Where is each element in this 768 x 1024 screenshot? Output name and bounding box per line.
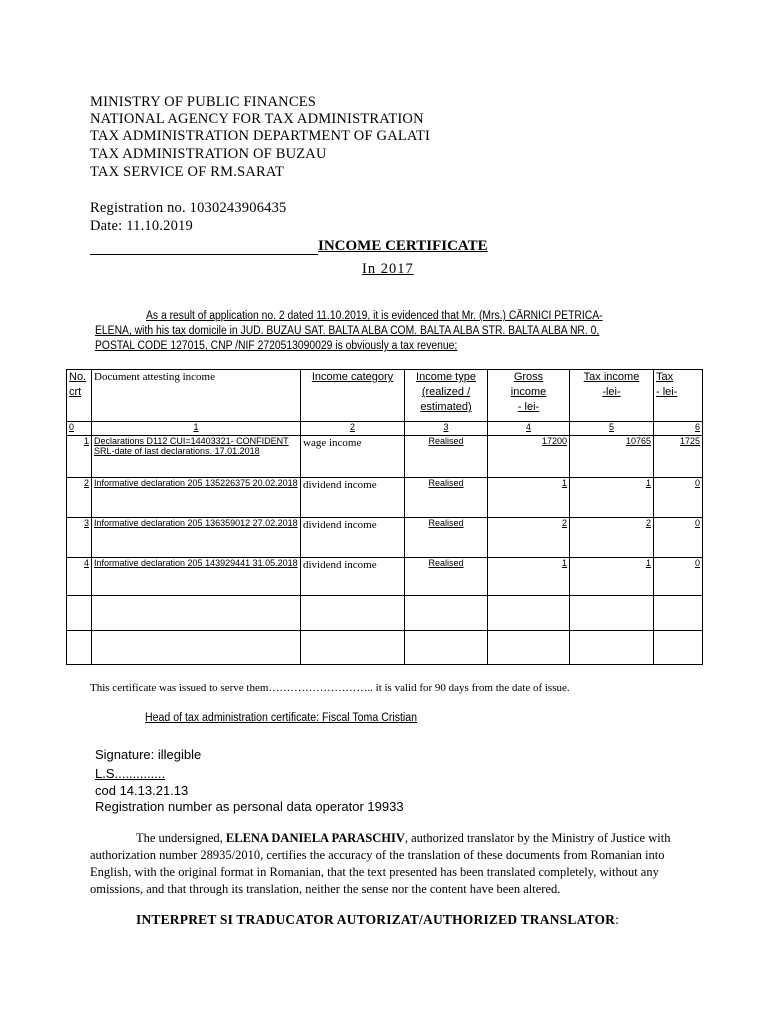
signature-line: Signature: illegible bbox=[95, 747, 202, 762]
table-row bbox=[67, 478, 703, 518]
row-type: Realised bbox=[405, 478, 488, 518]
table-row bbox=[67, 558, 703, 596]
empty-cell bbox=[654, 631, 703, 665]
index-cell: 5 bbox=[570, 422, 654, 436]
header-category: Income category bbox=[301, 370, 405, 422]
header-no bbox=[67, 370, 92, 422]
row-category: dividend income bbox=[301, 558, 405, 596]
empty-cell bbox=[405, 631, 488, 665]
intro-line-2: ELENA, with his tax domicile in JUD. BUZAU SAT. BALTA ALBA COM. BALTA ALBA STR. BALTA ALBA NR. 0, bbox=[95, 325, 600, 337]
department-line: TAX ADMINISTRATION DEPARTMENT OF GALATI bbox=[90, 128, 431, 144]
intro-line-3: POSTAL CODE 127015, CNP /NIF 2720513090029 is obviously a tax revenue; bbox=[95, 340, 458, 352]
header-gross-2: income bbox=[510, 386, 547, 398]
index-cell: 6 bbox=[654, 422, 703, 436]
row-category: dividend income bbox=[301, 518, 405, 558]
row-type: Realised bbox=[405, 518, 488, 558]
row-tax: 0 bbox=[654, 518, 703, 558]
table-row bbox=[67, 436, 703, 478]
operator-registration: Registration number as personal data operator 19933 bbox=[95, 799, 404, 814]
row-document: Informative declaration 205 136359012 27.02.2018 bbox=[92, 518, 301, 558]
header-document: Document attesting income bbox=[92, 370, 301, 422]
interpreter-colon: : bbox=[615, 912, 620, 927]
certificate-year: In 2017 bbox=[362, 261, 414, 277]
empty-cell bbox=[67, 631, 92, 665]
header-type bbox=[405, 370, 488, 422]
empty-row bbox=[67, 631, 703, 665]
empty-cell bbox=[488, 631, 570, 665]
header-type-1: Income type bbox=[416, 371, 476, 383]
row-tax: 0 bbox=[654, 558, 703, 596]
row-document: Declarations D112 CUI=14403321- CONFIDENT SRL-date of last declarations. 17.01.2018 bbox=[92, 436, 301, 478]
empty-cell bbox=[570, 631, 654, 665]
empty-cell bbox=[67, 596, 92, 631]
code-line: cod 14.13.21.13 bbox=[95, 783, 189, 798]
empty-cell bbox=[405, 596, 488, 631]
table-row bbox=[67, 518, 703, 558]
empty-cell bbox=[92, 596, 301, 631]
agency-line: NATIONAL AGENCY FOR TAX ADMINISTRATION bbox=[90, 111, 424, 127]
index-row bbox=[67, 422, 703, 436]
service-line: TAX SERVICE OF RM.SARAT bbox=[90, 164, 285, 180]
index-cell: 4 bbox=[488, 422, 570, 436]
row-type: Realised bbox=[405, 436, 488, 478]
empty-cell bbox=[301, 631, 405, 665]
intro-line-1: As a result of application no. 2 dated 11.10.2019, it is evidenced that Mr. (Mrs.) CÂRNICI PETRICA- bbox=[146, 310, 603, 322]
row-type: Realised bbox=[405, 558, 488, 596]
statement-post: , authorized translator by the Ministry of Justice with authorization number 28935/2010, certifies the accuracy of the translation of these documents from Romanian into English, with the original format in Romanian, that the text presented has been translated completely, without any omissions, and that through its translation, neither the sense nor the content have been altered. bbox=[90, 831, 671, 896]
header-gross-3: - lei- bbox=[517, 401, 540, 413]
statement-pre: The undersigned, bbox=[136, 831, 226, 845]
index-cell: 3 bbox=[405, 422, 488, 436]
validity-note: This certificate was issued to serve them……………………….. it is valid for 90 days from the date of issue. bbox=[90, 682, 570, 694]
header-type-2: (realized / bbox=[421, 386, 471, 398]
interpreter-label: INTERPRET SI TRADUCATOR AUTORIZAT/AUTHORIZED TRANSLATOR bbox=[136, 912, 616, 927]
row-gross: 1 bbox=[488, 478, 570, 518]
row-taxincome: 1 bbox=[570, 558, 654, 596]
seal-line: L.S.............. bbox=[95, 766, 166, 781]
row-tax: 1725 bbox=[654, 436, 703, 478]
header-gross-1: Gross bbox=[513, 371, 544, 383]
index-cell: 2 bbox=[301, 422, 405, 436]
row-gross: 2 bbox=[488, 518, 570, 558]
header-tax bbox=[654, 370, 703, 422]
row-taxincome: 1 bbox=[570, 478, 654, 518]
header-crt-label: crt bbox=[69, 386, 82, 398]
header-no-label: No. bbox=[69, 371, 87, 383]
translator-statement bbox=[90, 830, 702, 898]
empty-cell bbox=[301, 596, 405, 631]
empty-cell bbox=[570, 596, 654, 631]
ministry-line: MINISTRY OF PUBLIC FINANCES bbox=[90, 94, 317, 110]
row-gross: 1 bbox=[488, 558, 570, 596]
row-no: 2 bbox=[67, 478, 92, 518]
empty-cell bbox=[92, 631, 301, 665]
table-header-row bbox=[67, 370, 703, 422]
row-no: 3 bbox=[67, 518, 92, 558]
index-cell: 1 bbox=[92, 422, 301, 436]
header-taxincome bbox=[570, 370, 654, 422]
row-category: dividend income bbox=[301, 478, 405, 518]
header-tax-1: Tax bbox=[656, 371, 674, 383]
row-category: wage income bbox=[301, 436, 405, 478]
header-taxincome-1: Tax income bbox=[583, 371, 640, 383]
head-certificate: Head of tax administration certificate: Fiscal Toma Cristian bbox=[145, 712, 418, 724]
income-table bbox=[66, 369, 703, 665]
row-taxincome: 2 bbox=[570, 518, 654, 558]
administration-line: TAX ADMINISTRATION OF BUZAU bbox=[90, 146, 327, 162]
registration-number: Registration no. 1030243906435 bbox=[90, 200, 287, 216]
header-taxincome-2: -lei- bbox=[602, 386, 621, 398]
row-document: Informative declaration 205 143929441 31.05.2018 bbox=[92, 558, 301, 596]
header-tax-2: - lei- bbox=[656, 386, 678, 398]
row-no: 4 bbox=[67, 558, 92, 596]
row-tax: 0 bbox=[654, 478, 703, 518]
empty-cell bbox=[654, 596, 703, 631]
page-title: INCOME CERTIFICATE bbox=[318, 238, 488, 254]
row-taxincome: 10765 bbox=[570, 436, 654, 478]
header-type-3: estimated) bbox=[420, 401, 472, 413]
title-rule bbox=[90, 254, 318, 255]
empty-row bbox=[67, 596, 703, 631]
row-no: 1 bbox=[67, 436, 92, 478]
translator-name: ELENA DANIELA PARASCHIV bbox=[225, 831, 405, 845]
row-document: Informative declaration 205 135226375 20.02.2018 bbox=[92, 478, 301, 518]
index-cell: 0 bbox=[67, 422, 92, 436]
interpreter-title bbox=[136, 912, 619, 928]
document-date: Date: 11.10.2019 bbox=[90, 218, 193, 234]
header-gross bbox=[488, 370, 570, 422]
row-gross: 17200 bbox=[488, 436, 570, 478]
empty-cell bbox=[488, 596, 570, 631]
